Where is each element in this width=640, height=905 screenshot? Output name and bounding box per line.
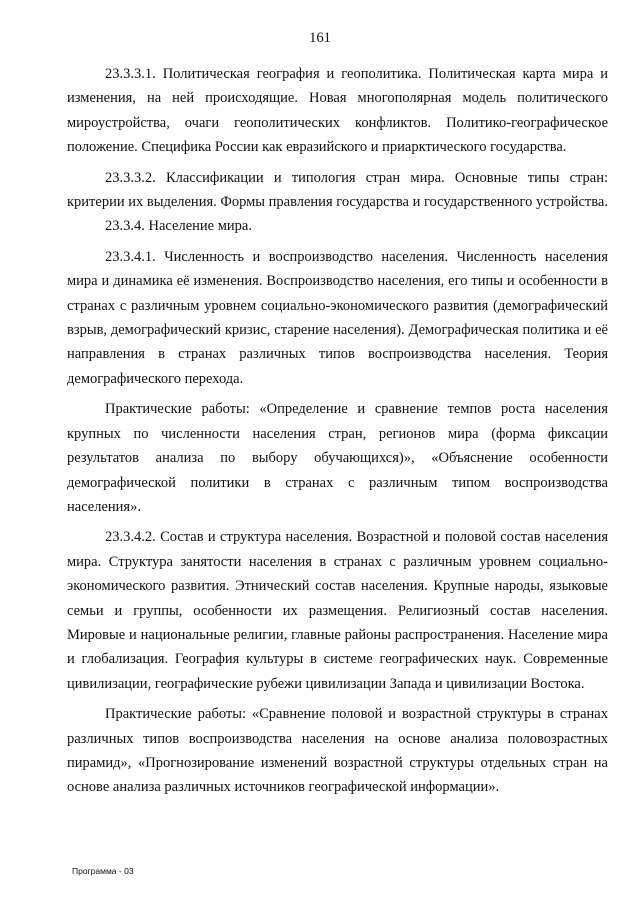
paragraph-political-geography: 23.3.3.1. Политическая география и геополитика. Политическая карта мира и изменения, на ней происходящие. Новая многополярная модель политического мироустройства, очаги геополитических конфликтов. Политико-географическое положение. Специфика России как евразийского и приарктического государства. [67, 66, 608, 156]
paragraph-practical-works-2: Практические работы: «Сравнение половой и возрастной структуры в странах различных типов воспроизводства населения на основе анализа половозрастных пирамид», «Прогнозирование изменений возрастной структуры отдельных стран на основе анализа различных источников географической информации». [67, 706, 608, 796]
footer-program-label: Программа - 03 [72, 866, 134, 876]
paragraph-practical-works-1: Практические работы: «Определение и сравнение темпов роста населения крупных по численности населения стран, регионов мира (форма фиксации результатов анализа по выбору обучающихся)», «Объяснение особенности демографической политики в странах с различным типом воспроизводства населения». [67, 401, 608, 515]
paragraph-population-structure: 23.3.4.2. Состав и структура населения. Возрастной и половой состав населения мира. Структура занятости населения в странах с различным уровнем социально-экономического развития. Этнический состав населения. Крупные народы, языковые семьи и группы, особенности их размещения. Религиозный состав населения. Мировые и национальные религии, главные районы распространения. Население мира и глобализация. География культуры в системе географических наук. Современные цивилизации, географические рубежи цивилизации Запада и цивилизации Востока. [67, 529, 608, 692]
paragraph-population-reproduction: 23.3.4.1. Численность и воспроизводство населения. Численность населения мира и динамика её изменения. Воспроизводство населения, его типы и особенности в странах с различным уровнем социально-экономического развития (демографический взрыв, демографический кризис, старение населения). Демографическая политика и её направления в странах различных типов воспроизводства населения. Теория демографического перехода. [67, 248, 608, 387]
paragraph-country-classification: 23.3.3.2. Классификации и типология стран мира. Основные типы стран: критерии их выделения. Формы правления государства и государственного устройства. [67, 169, 608, 211]
paragraph-population-heading: 23.3.4. Население мира. [105, 218, 252, 235]
body-text [67, 62, 608, 800]
page-number: 161 [309, 30, 331, 46]
